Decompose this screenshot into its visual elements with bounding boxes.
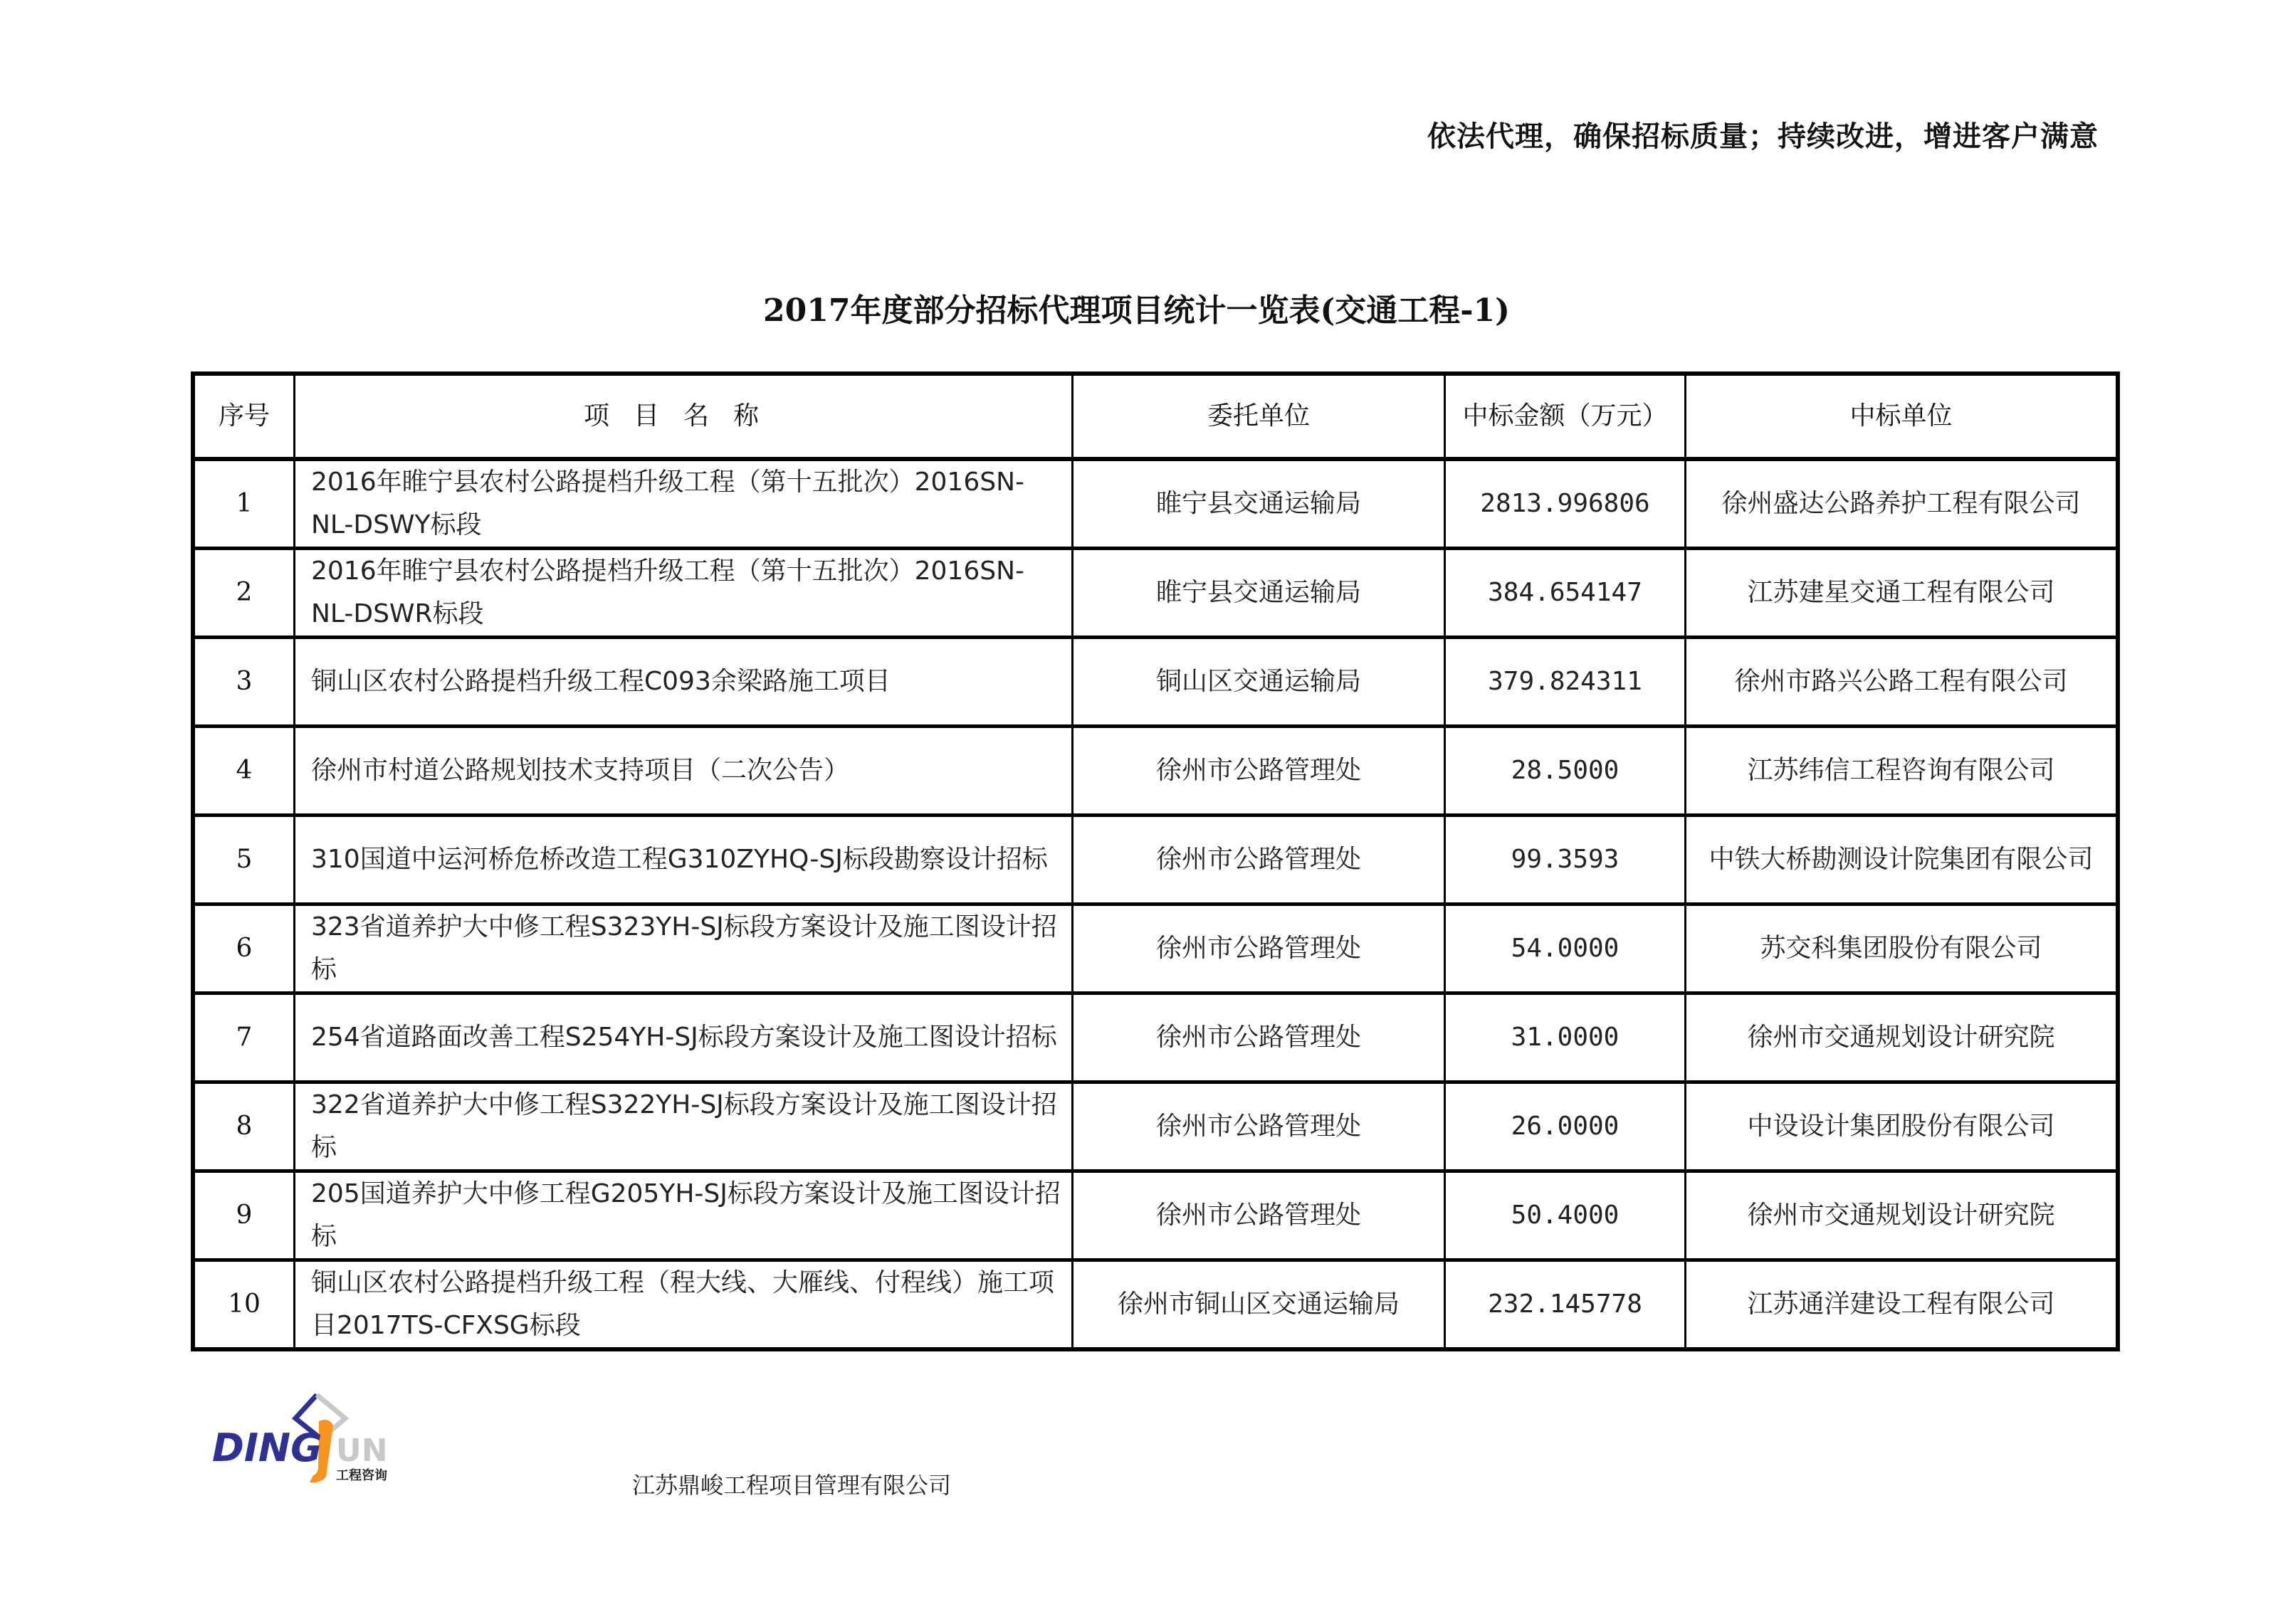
cell-client: 铜山区交通运输局 — [1073, 638, 1445, 727]
cell-winner: 江苏建星交通工程有限公司 — [1686, 549, 2119, 638]
cell-project-name — [295, 549, 1073, 638]
column-header-client: 委托单位 — [1073, 374, 1445, 459]
cell-winner: 江苏通洋建设工程有限公司 — [1686, 1260, 2119, 1350]
cell-index: 1 — [193, 459, 295, 549]
table-row — [193, 816, 2118, 905]
project-name-text: 铜山区农村公路提档升级工程（程大线、大雁线、付程线）施工项目2017TS-CFXSG标段 — [311, 1268, 1055, 1340]
svg-text:工程咨询: 工程咨询 — [336, 1468, 387, 1483]
cell-amount: 2813.996806 — [1445, 459, 1686, 549]
cell-amount: 28.5000 — [1445, 727, 1686, 816]
table-row — [193, 459, 2118, 549]
cell-client: 徐州市公路管理处 — [1073, 905, 1445, 993]
column-header-winner: 中标单位 — [1686, 374, 2119, 459]
project-name-text: 铜山区农村公路提档升级工程C093余梁路施工项目 — [311, 667, 891, 696]
cell-index: 5 — [193, 816, 295, 905]
cell-index: 9 — [193, 1171, 295, 1260]
cell-winner: 徐州市交通规划设计研究院 — [1686, 993, 2119, 1082]
cell-winner: 苏交科集团股份有限公司 — [1686, 905, 2119, 993]
cell-winner: 中设设计集团股份有限公司 — [1686, 1082, 2119, 1171]
cell-client: 徐州市公路管理处 — [1073, 816, 1445, 905]
project-name-text: 322省道养护大中修工程S322YH-SJ标段方案设计及施工图设计招标 — [311, 1090, 1057, 1162]
project-name-text: 2016年睢宁县农村公路提档升级工程（第十五批次）2016SN-NL-DSWR标段 — [311, 557, 1025, 628]
cell-client: 睢宁县交通运输局 — [1073, 549, 1445, 638]
cell-client: 徐州市公路管理处 — [1073, 1082, 1445, 1171]
cell-winner: 徐州市交通规划设计研究院 — [1686, 1171, 2119, 1260]
cell-project-name — [295, 1082, 1073, 1171]
project-name-text: 254省道路面改善工程S254YH-SJ标段方案设计及施工图设计招标 — [311, 1023, 1057, 1052]
project-name-text: 徐州市村道公路规划技术支持项目（二次公告） — [311, 756, 850, 785]
cell-client: 徐州市公路管理处 — [1073, 993, 1445, 1082]
cell-amount: 54.0000 — [1445, 905, 1686, 993]
table-header-row — [193, 374, 2118, 459]
cell-amount: 99.3593 — [1445, 816, 1686, 905]
cell-index: 4 — [193, 727, 295, 816]
cell-index: 10 — [193, 1260, 295, 1350]
cell-winner: 江苏纬信工程咨询有限公司 — [1686, 727, 2119, 816]
table-row — [193, 638, 2118, 727]
cell-project-name — [295, 1171, 1073, 1260]
table-row — [193, 1260, 2118, 1350]
header-slogan: 依法代理，确保招标质量；持续改进，增进客户满意 — [1427, 120, 2099, 153]
cell-amount: 31.0000 — [1445, 993, 1686, 1082]
footer-company-name: 江苏鼎峻工程项目管理有限公司 — [632, 1472, 952, 1499]
table-row — [193, 1082, 2118, 1171]
table-row — [193, 727, 2118, 816]
cell-amount: 384.654147 — [1445, 549, 1686, 638]
table-row — [193, 993, 2118, 1082]
table-row — [193, 905, 2118, 993]
cell-project-name — [295, 993, 1073, 1082]
cell-project-name — [295, 459, 1073, 549]
cell-amount: 26.0000 — [1445, 1082, 1686, 1171]
svg-text:DING: DING — [212, 1425, 322, 1470]
cell-project-name — [295, 638, 1073, 727]
column-header-project-name: 项目名称 — [295, 374, 1073, 459]
column-header-index: 序号 — [193, 374, 295, 459]
cell-project-name — [295, 727, 1073, 816]
table-row — [193, 549, 2118, 638]
cell-project-name — [295, 905, 1073, 993]
cell-index: 8 — [193, 1082, 295, 1171]
cell-winner: 中铁大桥勘测设计院集团有限公司 — [1686, 816, 2119, 905]
svg-text:UN: UN — [336, 1433, 388, 1469]
cell-client: 徐州市铜山区交通运输局 — [1073, 1260, 1445, 1350]
cell-project-name — [295, 1260, 1073, 1350]
cell-winner: 徐州盛达公路养护工程有限公司 — [1686, 459, 2119, 549]
table-row — [193, 1171, 2118, 1260]
cell-index: 3 — [193, 638, 295, 727]
dingjun-logo-icon — [206, 1391, 406, 1491]
project-name-text: 310国道中运河桥危桥改造工程G310ZYHQ-SJ标段勘察设计招标 — [311, 845, 1048, 874]
column-header-amount: 中标金额（万元） — [1445, 374, 1686, 459]
cell-index: 2 — [193, 549, 295, 638]
document-title: 2017年度部分招标代理项目统计一览表(交通工程-1) — [763, 292, 1510, 329]
cell-amount: 50.4000 — [1445, 1171, 1686, 1260]
cell-client: 睢宁县交通运输局 — [1073, 459, 1445, 549]
project-name-text: 205国道养护大中修工程G205YH-SJ标段方案设计及施工图设计招标 — [311, 1179, 1061, 1251]
cell-winner: 徐州市路兴公路工程有限公司 — [1686, 638, 2119, 727]
project-name-text: 2016年睢宁县农村公路提档升级工程（第十五批次）2016SN-NL-DSWY标段 — [311, 468, 1025, 539]
cell-client: 徐州市公路管理处 — [1073, 727, 1445, 816]
project-statistics-table — [191, 371, 2120, 1351]
cell-index: 7 — [193, 993, 295, 1082]
cell-client: 徐州市公路管理处 — [1073, 1171, 1445, 1260]
dingjun-logo — [206, 1391, 406, 1491]
project-name-text: 323省道养护大中修工程S323YH-SJ标段方案设计及施工图设计招标 — [311, 912, 1057, 984]
cell-amount: 379.824311 — [1445, 638, 1686, 727]
cell-amount: 232.145778 — [1445, 1260, 1686, 1350]
cell-index: 6 — [193, 905, 295, 993]
cell-project-name — [295, 816, 1073, 905]
